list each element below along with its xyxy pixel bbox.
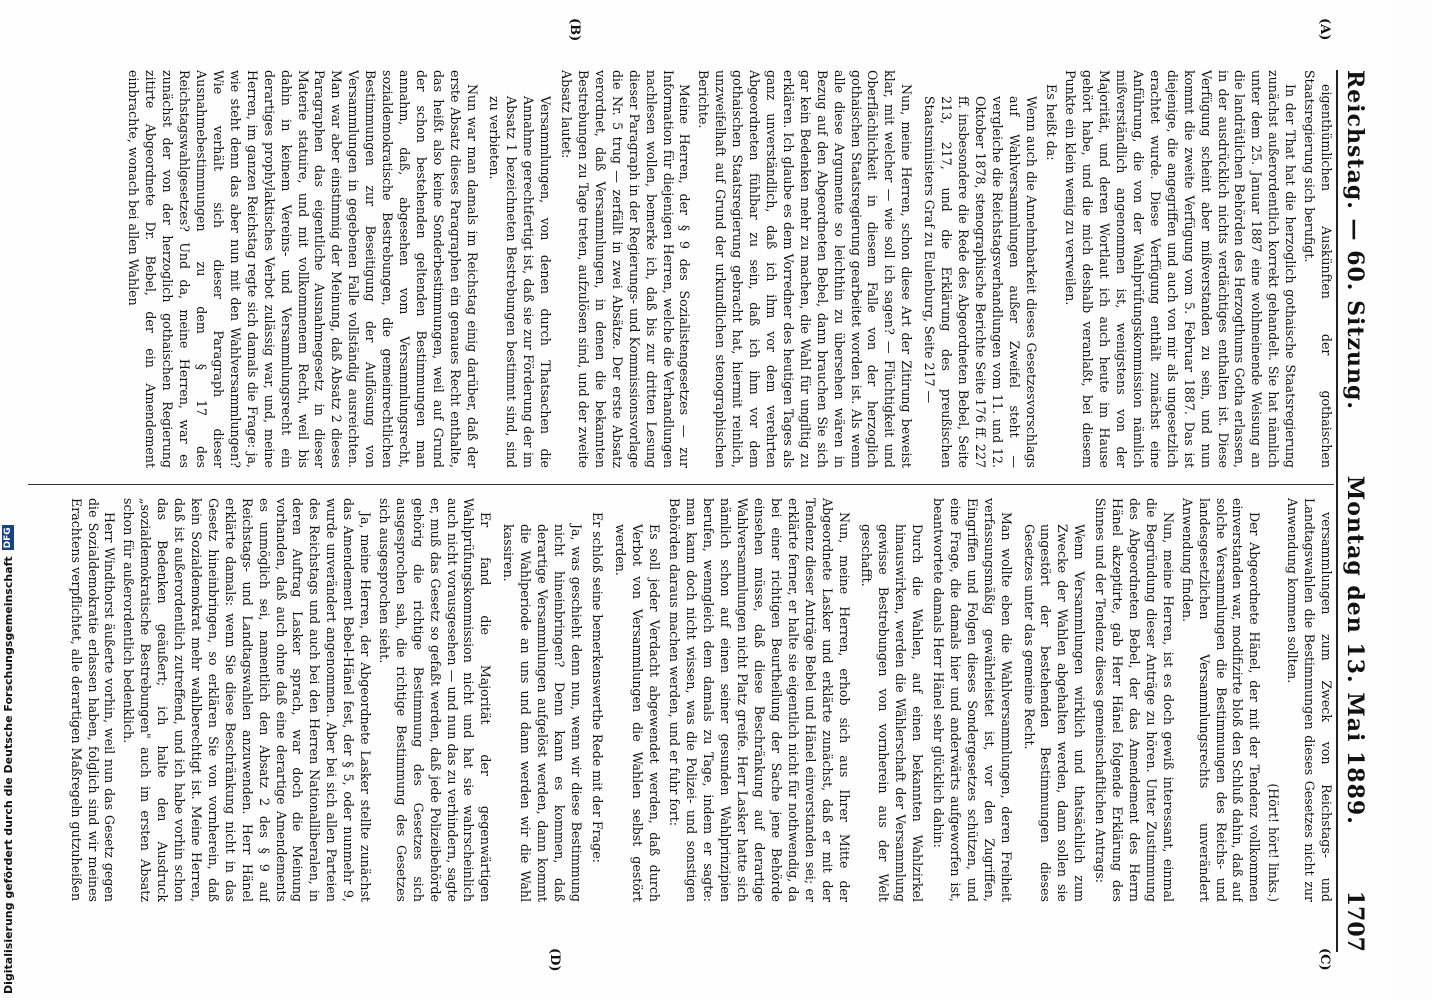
page-number: 1707 <box>1342 890 1368 952</box>
dfg-logo: DFG <box>3 527 13 549</box>
margin-marker-d: (D) <box>547 948 562 972</box>
margin-marker-a: (A) <box>1317 18 1332 41</box>
paragraph: Es heißt da: <box>1044 84 1060 161</box>
paragraph: Er schloß seine bemerkenswerthe Rede mit der Frage: <box>589 512 605 863</box>
quotation: Es soll jeder Verdacht abgewendet werden, daß durch Verbot von Versammlungen die Wahlen selbst gestört werden. <box>612 524 662 902</box>
paragraph: Nun war man damals im Reichstag einig darüber, daß der erste Absatz dieses Paragraphen ein genaues Recht enthalte, das heißt also keine Sonderbestimmungen, weil auf Grund der schon bestehenden geltenden Bestimmungen man annahm, daß, abgesehen vom Versammlungsrecht, sozialdemokratische Bestrebungen, die gemeinrechtlichen Bestimmungen zur Beseitigung der Auflösung von Versammlungen in gegebenen Falle vollständig ausreichten. Man war aber einstimmig der Meinung, daß Absatz 2 dieses Paragraphen das eigentliche Ausnahmegesetz in dieser Materie statuire, und mit vollkommenem Recht, weil bis dahin in keinem Vereins- und Versammlungsrecht ein derartiges prophylaktisches Verbot zulässig war, und, meine Herren, im ganzen Reichstag regte sich damals die Frage: ja, wie steht denn das aber nun mit den Wahlversammlungen? Wie verhält sich dieser Paragraph dieser Ausnahmebestimmungen zu dem § 17 des Reichstagswahlgesetzes? Und da, meine Herren, war es zunächst der von der herzoglich gothaischen Regierung zitirte Abgeordnete Dr. Bebel, der ein Amendement einbrachte, wonach bei allen Wahlen <box>126 70 480 468</box>
footer-text: Digitalisierung gefördert durch die Deutsche Forschungsgemeinschaft <box>1 556 15 994</box>
paragraph: Herr Windthorst äußerte vorhin, weil nun das Gesetz gegen die Sozialdemokratie erlassen haben, folglich sind wir meines Erachtens verpflichtet, alle derartigen Maßregeln gutzuheißen <box>68 498 118 902</box>
column-divider <box>28 484 1334 485</box>
header-left-title: Reichstag. — 60. Sitzung. <box>1342 70 1368 411</box>
paragraph: In der That hat die herzoglich gothaische Staatsregierung zunächst außerordentlich korrekt gehandelt. Sie hat nämlich unter dem 25. Januar 1887 eine wohlmeinende Weisung an die landrätlichen Behörden des Herzogthums Gotha erlassen, in der ausdrücklich nichts verdächtiges enthalten ist. Diese Verfügung scheint aber mißverstanden zu sein, und nun kommt die zweite Verfügung vom 5. Februar 1887. Das ist diejenige, die angegriffen und auch von mir als ungesetzlich erachtet wurde. Diese Verfügung enthält zunächst eine Anführung, die von der Wahlprüfungskommission nämlich mißverständlich angenommen ist, wenigstens von der Majorität, und deren Wortlaut ich auch heute im Hause gehört habe, und die mich deshalb veranlaßt, bei diesem Punkte ein klein wenig zu verweilen. <box>1063 70 1299 468</box>
paragraph: Nun, meine Herren, schon diese Art der Zitirung beweist klar, mit welcher — wie soll ich sagen? — Flüchtigkeit und Oberflächlichkeit in diesem Falle von der herzoglich gothaischen Staatsregierung gearbeitet worden ist. Als wenn alle diese Argumente so leichthin zu übersehen wären in Bezug auf den Abgeordneten Bebel, dann brauchen Sie sich gar kein Bedenken mehr zu machen, die Wahl für ungiltig zu erklären. Ich glaube es dem Vorredner des heutigen Tages als ganz unverständlich, daß ich ihm vor dem verehrten Abgeordneten fühlbar zu sein, daß ich ihm vor dem gothaischen Staatsregierung gebracht hat, hiermit reinlich, unzweifelhaft auf Grund der urkundlichen stenographischen Berichte. <box>696 70 915 468</box>
quotation: Durch die Wahlen, auf einen bekannten Wahlzirkel hinauswirken, werden die Wählerschaft der Versammlung gewisse Bestrebungen von vornherein aus der Welt geschafft. <box>859 524 926 902</box>
paragraph: Der Abgeordnete Hänel, der mit der Tendenz vollkommen einverstanden war, modifizirte bloß den Schluß dahin, daß auf solche Versammlungen die Bestimmungen des Reichs- und landesgesetzlichen Versammlungsrechts unverändert Anwendung finden. <box>1179 498 1263 902</box>
left-column <box>24 70 1334 468</box>
paragraph: Nun, meine Herren, erhob sich aus Ihrer Mitte der Abgeordnete Lasker und erklärte zunächst, daß er mit der Tendenz dieser Anträge Bebel und Hänel einverstanden sei; er erklärte ferner, er halte sie eigentlich nicht für nothwendig, da bei einer richtigen Beurtheilung der Sache jene Behörde einsehen müsse, daß diese Beschränkung auf derartige Wahlversammlungen nicht Platz greife. Herr Lasker hatte sich nämlich schon auf einen seiner gesunden Wahlprinzipien berufen, wenngleich dem damals zu Tage, indem er sagte: man kann doch nicht wissen, was die Polizei- und sonstigen Behörden daraus machen werden, und er fuhr fort: <box>667 498 852 902</box>
paragraph: eigenthümlichen Auskünften der gothaischen Staatsregierung sich berufigt. <box>1302 70 1334 468</box>
paragraph: versammlungen zum Zweck von Reichstags- und Landtagswahlen die Bestimmungen dieses Gesetzes nicht zur Anwendung kommen sollten. <box>1285 498 1334 902</box>
quotation: Ja, was geschieht denn nun, wenn wir diese Bestimmung nicht hineinbringen? Denn kann es kommen, daß derartige Versammlungen aufgelöst werden, dann kommt die Wahlperiode an uns und dann werden wir die Wahl kassiren. <box>501 524 584 902</box>
margin-marker-b: (B) <box>567 18 582 42</box>
quotation: Wenn Versammlungen wirklich und thatsächlich zum Zwecke der Wahlen abgehalten werden, dann sollen sie ungestört der bestehenden Bestimmungen dieses Gesetzes unter das gemeine Recht. <box>1021 524 1088 902</box>
paragraph: Er fand die Majorität der gegenwärtigen Wahlprüfungskommission nicht und hat sie wahrscheinlich auch nicht vorausgesehen — und nun das zu verhindern, sagte er, muß das Gesetz so gefaßt werden, daß jede Polizeibehörde gehörig die richtige Bestimmung des Gesetzes sich ausgesprochen sah, die richtige Bestimmung des Gesetzes sich ausgesprochen sieht. <box>376 498 494 902</box>
footer-wrap <box>0 0 16 1000</box>
digitization-footer <box>0 0 16 1000</box>
quotation: Wenn auch die Annehmbarkeit dieses Gesetzesvorschlags auf Wahlversammlungen außer Zweifel steht — vergleiche die Reichstagsverhandlungen vom 11. und 12. Oktober 1878, stenographische Berichte Seite 176 ff. 227 ff. insbesondere die Rede des Abgeordneten Bebel, Seite 213, 217, und die Erklärung des preußischen Staatsministers Graf zu Eulenburg, Seite 217 — <box>922 96 1039 468</box>
paragraph: Ja, meine Herren, der Abgeordnete Lasker stellte zunächst das Amendement Bebel-Hänel fest, der § 5, oder nunmehr 9, wurde unverändert angenommen. Aber bei sich allen Parteien des Reichstags und auch bei den Herren Nationalliberalen, in deren Auftrag Lasker sprach, war doch die Meinung vorhanden, daß auch ohne daß eine derartige Amendements es unmöglich sei, namentlich den Absatz 2 des § 9 auf Reichstags- und Landtagswahlen anzuwenden. Herr Hänel erklärte damals: wenn Sie diese Beschränkung nicht in das Gesetz hineinbringen, so erklären Sie von vornherein, daß kein Sozialdemokrat mehr wahlberechtigt ist. Meine Herren, daß ist außerordentlich zutreffend, und ich habe vorhin schon das Bedenken geäußert; ich halte den Ausdruck „sozialdemokratische Bestrebungen" auch im ersten Absatz schon für außerordentlich bedenklich. <box>121 498 374 902</box>
paragraph: Meine Herren, der § 9 des Sozialistengesetzes — zur Information für diejenigen Herren, welche die Verhandlungen nachlesen wollen, bemerke ich, daß bis zur dritten Lesung dieser Paragraph in der Regierungs- und Kommissionsvorlage die Nr. 5 trug — zerfällt in zwei Absätze. Der erste Absatz verordnet, daß Versammlungen, in denen die bekannten Bestrebungen zu Tage treten, aufzulösen sind, und der zweite Absatz lautet: <box>559 70 693 468</box>
paragraph: Man wollte eben die Wahlversammlungen, deren Freiheit verfassungsmäßig gewährleistet ist, vor den Zugriffen, Eingriffen und Folgen dieses Sondergesetzes schützen, und eine Frage, die damals hier und anderwärts aufgeworfen ist, beantwortete damals Herr Hänel sehr glücklich dahin: <box>931 498 1014 902</box>
right-column <box>24 498 1334 902</box>
paragraph: Nun, meine Herren, ist es doch gewiß interessant, einmal die Begründung dieser Anträge zu hören. Unter Zustimmung des Abgeordneten Bebel, der das Amendement des Herrn Hänel akzeptirte, gab Herr Hänel folgende Erklärung des Sinnes und der Tendenz dieses gemeinschaftlichen Antrags: <box>1093 498 1176 902</box>
margin-marker-c: (C) <box>1317 948 1332 971</box>
page-header <box>1336 70 1386 952</box>
header-date: Montag den 13. Mai 1889. <box>1342 475 1368 825</box>
quotation: Versammlungen, von denen durch Thatsachen die Annahme gerechtfertigt ist, daß sie zur Förderung der im Absatz 1 bezeichneten Bestrebungen bestimmt sind, sind zu verbieten. <box>487 96 554 468</box>
interjection: (Hört! hört! links.) <box>1266 783 1282 902</box>
